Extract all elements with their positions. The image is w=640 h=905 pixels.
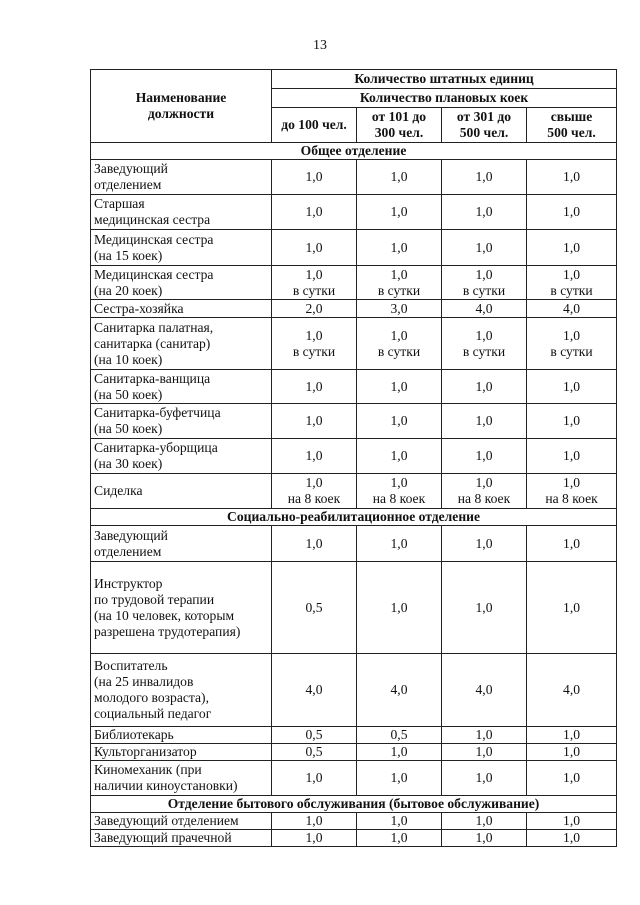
table-row	[91, 160, 617, 195]
table-row	[91, 562, 617, 654]
staff-value: 1,0	[357, 830, 442, 847]
staff-value: 1,0 на 8 коек	[527, 474, 617, 509]
staff-value: 1,0	[442, 562, 527, 654]
position-name: Заведующий прачечной	[91, 830, 272, 847]
staff-value: 3,0	[357, 300, 442, 318]
staff-value: 1,0	[442, 160, 527, 195]
staff-value: 0,5	[272, 727, 357, 744]
position-name: Санитарка палатная, санитарка (санитар) (на 10 коек)	[91, 318, 272, 370]
staff-value: 4,0	[527, 300, 617, 318]
staff-value: 1,0	[527, 439, 617, 474]
staff-value: 1,0	[357, 526, 442, 562]
table-row	[91, 744, 617, 761]
staff-value: 2,0	[272, 300, 357, 318]
position-name: Сестра-хозяйка	[91, 300, 272, 318]
header-col-4: свыше 500 чел.	[527, 108, 617, 143]
position-name: Библиотекарь	[91, 727, 272, 744]
staff-value: 1,0 в сутки	[272, 266, 357, 300]
staff-value: 1,0 в сутки	[527, 318, 617, 370]
staff-value: 1,0	[272, 370, 357, 404]
staff-value: 1,0	[527, 160, 617, 195]
staff-value: 1,0 в сутки	[527, 266, 617, 300]
position-name: Медицинская сестра (на 15 коек)	[91, 230, 272, 266]
staff-value: 1,0	[272, 813, 357, 830]
staff-value: 1,0	[272, 830, 357, 847]
staffing-table	[90, 69, 617, 847]
staff-value: 1,0	[442, 830, 527, 847]
staff-value: 1,0	[527, 830, 617, 847]
section-title: Общее отделение	[91, 143, 617, 160]
staff-value: 1,0	[272, 526, 357, 562]
table-row	[91, 318, 617, 370]
staff-value: 1,0 на 8 коек	[272, 474, 357, 509]
staff-value: 1,0	[442, 404, 527, 439]
staff-value: 1,0	[272, 439, 357, 474]
section-header-row	[91, 796, 617, 813]
table-row	[91, 474, 617, 509]
position-name: Воспитатель (на 25 инвалидов молодого возраста), социальный педагог	[91, 654, 272, 727]
staff-value: 1,0	[357, 195, 442, 230]
staff-value: 1,0	[442, 744, 527, 761]
staff-value: 1,0	[442, 439, 527, 474]
table-row	[91, 813, 617, 830]
staff-value: 1,0	[527, 526, 617, 562]
position-name: Заведующий отделением	[91, 526, 272, 562]
position-name: Санитарка-буфетчица (на 50 коек)	[91, 404, 272, 439]
staff-value: 1,0	[442, 727, 527, 744]
staff-value: 1,0	[272, 404, 357, 439]
staff-value: 0,5	[357, 727, 442, 744]
header-col-3: от 301 до 500 чел.	[442, 108, 527, 143]
position-name: Сиделка	[91, 474, 272, 509]
position-name: Киномеханик (при наличии киноустановки)	[91, 761, 272, 796]
staff-value: 1,0 на 8 коек	[357, 474, 442, 509]
staff-value: 1,0	[527, 195, 617, 230]
position-name: Санитарка-ванщица (на 50 коек)	[91, 370, 272, 404]
staff-value: 1,0	[442, 526, 527, 562]
staff-value: 1,0	[527, 370, 617, 404]
staff-value: 1,0	[442, 370, 527, 404]
table-row	[91, 266, 617, 300]
staff-value: 0,5	[272, 744, 357, 761]
table-row	[91, 830, 617, 847]
staff-value: 4,0	[527, 654, 617, 727]
staff-value: 1,0	[357, 813, 442, 830]
staff-value: 1,0 в сутки	[272, 318, 357, 370]
staff-value: 1,0	[527, 727, 617, 744]
table-row	[91, 761, 617, 796]
section-header-row	[91, 509, 617, 526]
staff-value: 1,0	[272, 761, 357, 796]
staff-value: 4,0	[272, 654, 357, 727]
table-row	[91, 300, 617, 318]
staff-value: 1,0	[527, 404, 617, 439]
table-row	[91, 654, 617, 727]
section-title: Социально-реабилитационное отделение	[91, 509, 617, 526]
header-position: Наименование должности	[91, 70, 272, 143]
staff-value: 1,0 в сутки	[357, 266, 442, 300]
staff-value: 0,5	[272, 562, 357, 654]
staff-value: 1,0	[357, 404, 442, 439]
position-name: Медицинская сестра (на 20 коек)	[91, 266, 272, 300]
staff-value: 1,0 в сутки	[442, 266, 527, 300]
header-staff-units: Количество штатных единиц	[272, 70, 617, 89]
position-name: Санитарка-уборщица (на 30 коек)	[91, 439, 272, 474]
table-row	[91, 526, 617, 562]
staff-value: 1,0	[527, 744, 617, 761]
page-number: 13	[313, 38, 327, 53]
staff-value: 1,0	[527, 562, 617, 654]
position-name: Инструктор по трудовой терапии (на 10 человек, которым разрешена трудотерапия)	[91, 562, 272, 654]
header-col-1: до 100 чел.	[272, 108, 357, 143]
staff-value: 1,0	[442, 230, 527, 266]
header-planned-beds: Количество плановых коек	[272, 89, 617, 108]
staff-value: 1,0	[357, 230, 442, 266]
staff-value: 1,0	[357, 439, 442, 474]
staff-value: 1,0 в сутки	[357, 318, 442, 370]
table-row	[91, 439, 617, 474]
position-name: Культорганизатор	[91, 744, 272, 761]
table-row	[91, 195, 617, 230]
staff-value: 1,0	[527, 230, 617, 266]
section-title: Отделение бытового обслуживания (бытовое обслуживание)	[91, 796, 617, 813]
staff-value: 1,0	[272, 230, 357, 266]
staff-value: 4,0	[442, 300, 527, 318]
table-row	[91, 370, 617, 404]
staff-value: 1,0	[357, 761, 442, 796]
staff-value: 1,0	[272, 195, 357, 230]
section-header-row	[91, 143, 617, 160]
staff-value: 1,0	[357, 370, 442, 404]
staff-value: 1,0	[357, 160, 442, 195]
staff-value: 4,0	[357, 654, 442, 727]
table-row	[91, 727, 617, 744]
header-col-2: от 101 до 300 чел.	[357, 108, 442, 143]
staff-value: 1,0	[357, 744, 442, 761]
position-name: Старшая медицинская сестра	[91, 195, 272, 230]
staff-value: 1,0	[442, 761, 527, 796]
staff-value: 1,0	[272, 160, 357, 195]
staff-value: 1,0	[442, 813, 527, 830]
staff-value: 1,0 на 8 коек	[442, 474, 527, 509]
position-name: Заведующий отделением	[91, 160, 272, 195]
table-row	[91, 230, 617, 266]
staff-value: 1,0	[357, 562, 442, 654]
staff-value: 1,0	[527, 813, 617, 830]
staff-value: 4,0	[442, 654, 527, 727]
position-name: Заведующий отделением	[91, 813, 272, 830]
staff-value: 1,0	[442, 195, 527, 230]
table-body	[91, 143, 617, 847]
staff-value: 1,0	[527, 761, 617, 796]
staff-value: 1,0 в сутки	[442, 318, 527, 370]
table-row	[91, 404, 617, 439]
